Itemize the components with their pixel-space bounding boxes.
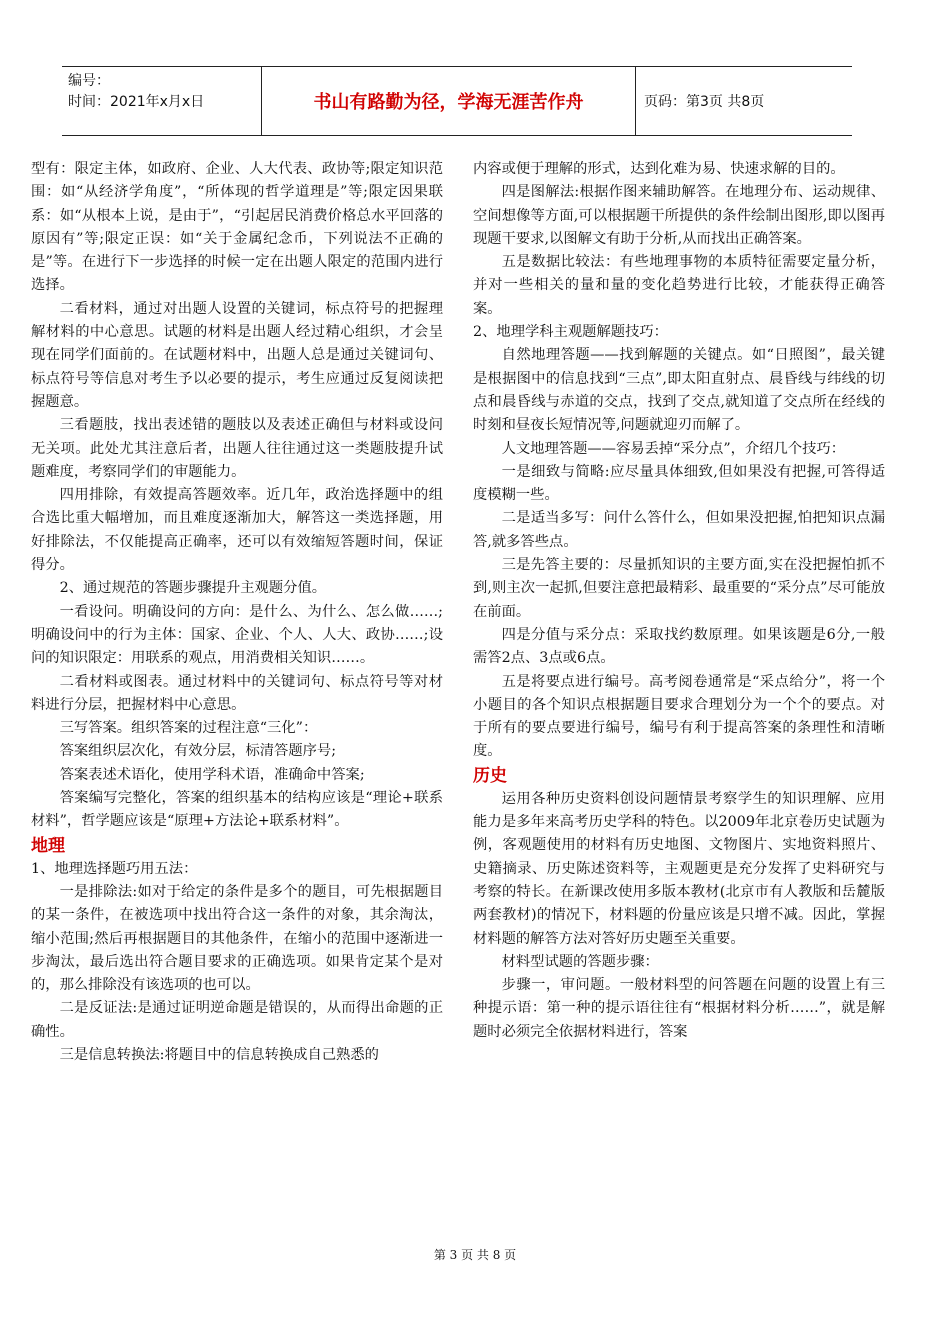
right-column [473, 158, 885, 1044]
paragraph: 三写答案。组织答案的过程注意“三化”： [59, 720, 318, 737]
paragraph: 三是信息转换法:将题目中的信息转换成自己熟悉的 [59, 1046, 379, 1063]
paragraph: 答案编写完整化，答案的组织基本的结构应该是“理论+联系材料”，哲学题应该是“原理+方法论+联系材料”。 [31, 790, 443, 830]
paragraph: 人文地理答题——容易丢掉“采分点”，介绍几个技巧： [501, 440, 846, 457]
paragraph: 三看题肢，找出表述错的题肢以及表述正确但与材料或设问无关项。此处尤其注意后者，出题人往往通过这一类题肢提升试题难度，考察同学们的审题能力。 [31, 417, 443, 480]
paragraph: 四是分值与采分点：采取找约数原理。如果该题是6分,一般需答2点、3点或6点。 [473, 626, 885, 667]
paragraph: 自然地理答题——找到解题的关键点。如“日照图”，最关键是根据图中的信息找到“三点”,即太阳直射点、晨昏线与纬线的切点和晨昏线与赤道的交点，找到了交点,就知道了交点所在经线的时刻和昼夜长短情况等,问题就迎刃而解了。 [473, 347, 885, 434]
paragraph: 二是反证法:是通过证明逆命题是错误的，从而得出命题的正确性。 [31, 1000, 443, 1040]
paragraph: 答案组织层次化，有效分层，标清答题序号; [59, 743, 337, 760]
page-header [62, 66, 852, 136]
paragraph: 步骤一，审问题。一般材料型的问答题在问题的设置上有三种提示语：第一种的提示语往往有“根据材料分析……”，就是解题时必须完全依据材料进行，答案 [473, 977, 885, 1040]
header-motto: 书山有路勤为径，学海无涯苦作舟 [262, 67, 636, 135]
paragraph: 四用排除，有效提高答题效率。近几年，政治选择题中的组合选比重大幅增加，而且难度逐渐加大，解答这一类选择题，用好排除法，不仅能提高正确率，还可以有效缩短答题时间，保证得分。 [31, 487, 443, 574]
paragraph: 五是将要点进行编号。高考阅卷通常是“采点给分”，将一个小题目的各个知识点根据题目要求合理划分为一个个的要点。对于所有的要点要进行编号，编号有利于提高答案的条理性和清晰度。 [473, 673, 885, 760]
paragraph: 答案表述术语化，使用学科术语，准确命中答案; [59, 766, 365, 783]
section-heading: 地理 [31, 835, 65, 856]
paragraph: 2、地理学科主观题解题技巧： [473, 324, 668, 341]
number-label: 编号： [68, 73, 110, 89]
paragraph: 四是图解法:根据作图来辅助解答。在地理分布、运动规律、空间想像等方面,可以根据题干所提供的条件绘制出图形,即以图再现题干要求,以图解文有助于分析,从而找出正确答案。 [473, 184, 885, 247]
paragraph: 材料型试题的答题步骤： [501, 953, 659, 970]
paragraph: 三是先答主要的：尽量抓知识的主要方面,实在没把握怕抓不到,则主次一起抓,但要注意把最精彩、最重要的“采分点”尽可能放在前面。 [473, 557, 885, 620]
page-footer: 第 3 页 共 8 页 [433, 1248, 517, 1262]
paragraph: 一是细致与简略:应尽量具体细致,但如果没有把握,可答得适度模糊一些。 [473, 463, 885, 504]
header-meta [62, 67, 262, 135]
paragraph: 二看材料，通过对出题人设置的关键词，标点符号的把握理解材料的中心意思。试题的材料是出题人经过精心组织，才会呈现在同学们面前的。在试题材料中，出题人总是通过关键词句、标点符号等信息对考生予以必要的提示，考生应通过反复阅读把握题意。 [31, 300, 443, 410]
paragraph: 一看设问。明确设问的方向：是什么、为什么、怎么做……;明确设问中的行为主体：国家、企业、个人、人大、政协……;设问的知识限定：用联系的观点，用消费相关知识……。 [31, 603, 443, 667]
paragraph: 二看材料或图表。通过材料中的关键词句、标点符号等对材料进行分层，把握材料中心意思。 [31, 673, 443, 713]
header-page-label: 页码：第3页 共8页 [644, 94, 765, 110]
paragraph: 2、通过规范的答题步骤提升主观题分值。 [59, 580, 327, 597]
paragraph: 一是排除法:如对于给定的条件是多个的题目，可先根据题目的某一条件，在被选项中找出符合这一条件的对象，其余淘汰，缩小范围;然后再根据题目的其他条件，在缩小的范围中逐渐进一步淘汰，最后选出符合题目要求的正确选项。如果肯定某个是对的，那么排除没有该选项的也可以。 [31, 883, 443, 994]
paragraph: 型有：限定主体，如政府、企业、人大代表、政协等;限定知识范围：如“从经济学角度”，“所体现的哲学道理是”等;限定因果联系：如“从根本上说，是由于”，“引起居民消费价格总水平回落的原因有”等;限定正误：如“关于金属纪念币，下列说法不正确的是”等。在进行下一步选择的时候一定在出题人限定的范围内进行选择。 [31, 161, 443, 294]
paragraph: 五是数据比较法：有些地理事物的本质特征需要定量分析，并对一些相关的量和量的变化趋势进行比较，才能获得正确答案。 [473, 254, 885, 317]
paragraph: 1、地理选择题巧用五法： [31, 860, 198, 877]
time-label: 时间：2021年x月x日 [68, 94, 205, 110]
paragraph: 二是适当多写：问什么答什么，但如果没把握,怕把知识点漏答,就多答些点。 [473, 510, 885, 550]
paragraph: 运用各种历史资料创设问题情景考察学生的知识理解、应用能力是多年来高考历史学科的特色。以2009年北京卷历史试题为例，客观题使用的材料有历史地图、文物图片、实地资料照片、史籍摘录、历史陈述资料等，主观题更是充分发挥了史料研究与考察的特长。在新课改使用多版本教材(北京市有人教版和岳麓版两套教材)的情况下，材料题的份量应该是只增不减。因此，掌握材料题的解答方法对答好历史题至关重要。 [473, 790, 885, 947]
paragraph: 内容或便于理解的形式，达到化难为易、快速求解的目的。 [473, 161, 845, 177]
left-column [31, 158, 443, 1067]
section-heading: 历史 [473, 765, 507, 786]
